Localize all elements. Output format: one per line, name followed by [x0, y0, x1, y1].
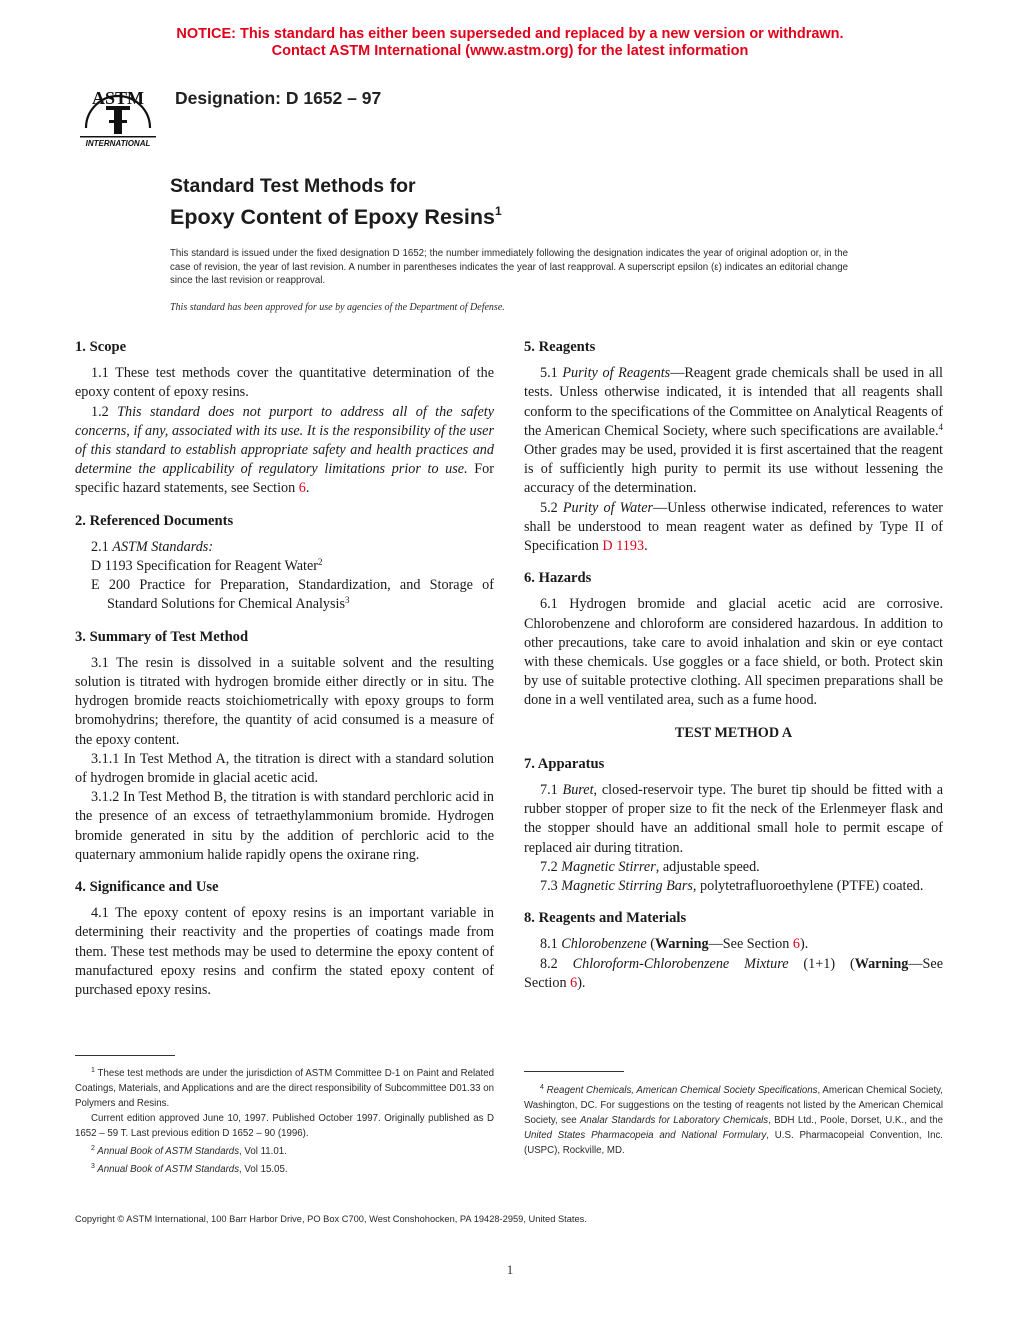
approved-note: This standard has been approved for use by agencies of the Department of Defense. — [170, 302, 505, 313]
page-number: 1 — [506, 1262, 514, 1277]
withdrawal-notice — [0, 26, 1020, 60]
paragraph-3-1-1: 3.1.1 In Test Method A, the titration is direct with a standard solution of hydrogen bromide in glacial acetic acid. — [75, 750, 494, 787]
section-heading-significance: 4. Significance and Use — [75, 879, 219, 896]
d1193-link[interactable]: D 1193 — [602, 538, 645, 555]
title-footnote-mark[interactable]: 1 — [494, 204, 502, 218]
paragraph-2-1: 2.1 ASTM Standards: — [91, 538, 214, 555]
copyright-line: Copyright © ASTM International, 100 Barr Harbor Drive, PO Box C700, West Conshohocken, PA 19428-2959, United States. — [75, 1214, 587, 1224]
title-line-1: Standard Test Methods for — [170, 175, 416, 197]
paragraph-1-2: 1.2 This standard does not purport to address all of the safety concerns, if any, associated with its use. It is the responsibility of the user of this standard to establish appropriate safety and health practices and determine the applicability of regulatory limitations prior to use. For specific hazard statements, see Section 6. — [75, 403, 495, 497]
footnote-2: $^2$ Annual Book of ASTM Standards, Vol 11.01. — [91, 1145, 287, 1158]
paragraph-8-1: 8.1 Chlorobenzene (Warning—See Section 6). — [540, 936, 809, 953]
logo-text: ASTM — [91, 88, 145, 108]
test-method-a-heading: TEST METHOD A — [674, 724, 793, 741]
section-6-link[interactable]: 6 — [792, 936, 800, 953]
paragraph-7-3: 7.3 Magnetic Stirring Bars, polytetrafluoroethylene (PTFE) coated. — [540, 878, 924, 895]
paragraph-3-1-2: 3.1.2 In Test Method B, the titration is with standard perchloric acid in the presence of an excess of tetraethylammonium bromide. Hydrogen bromide generated in situ by the addition of perchloric acid to the quaternary ammonium halide rapidly opens the oxirane ring. — [75, 789, 494, 863]
paragraph-7-2: 7.2 Magnetic Stirrer, adjustable speed. — [540, 858, 760, 875]
section-heading-scope: 1. Scope — [75, 339, 127, 355]
paragraph-3-1: 3.1 The resin is dissolved in a suitable solvent and the resulting solution is titrated with hydrogen bromide either directly or in situ. The hydrogen bromide reacts stoichiometrically with epoxy groups to form bromohydrins; therefore, the quantity of acid consumed is a measure of the epoxy content. — [75, 654, 494, 748]
logo-subtext: INTERNATIONAL — [85, 139, 151, 148]
footnote-3: $^3$ Annual Book of ASTM Standards, Vol 15.05. — [91, 1163, 288, 1176]
footnote-divider-left — [75, 1055, 175, 1056]
ref-d1193: D 1193 Specification for Reagent Water$^2$ — [91, 557, 323, 575]
paragraph-5-2: 5.2 Purity of Water—Unless otherwise indicated, references to water shall be understood to mean reagent water as defined by Type II of Specification D 1193. — [524, 499, 944, 555]
paragraph-1-1: 1.1 These test methods cover the quantitative determination of the epoxy content of epoxy resins. — [75, 365, 494, 401]
section-heading-reagents: 5. Reagents — [524, 339, 596, 355]
designation: Designation: D 1652 – 97 — [175, 88, 382, 108]
title-line-2: Epoxy Content of Epoxy Resins — [170, 205, 495, 229]
footnote-divider-right — [524, 1071, 624, 1072]
notice-line-2: Contact ASTM International (www.astm.org) for the latest information — [271, 43, 749, 59]
section-6-link[interactable]: 6 — [298, 480, 306, 497]
footnote-4: $^4$ Reagent Chemicals, American Chemical Society Specifications, American Chemical Society, Washington, DC. For suggestions on the testing of reagents not listed by the American Chemical Society, see Analar Standards for Laboratory Chemicals, BDH Ltd., Poole, Dorset, U.K., and the United States Pharmacopeia and National Formulary, U.S. Pharmacopeial Convention, Inc. (USPC), Rockville, MD. — [524, 1084, 944, 1157]
notice-line-1: NOTICE: This standard has either been superseded and replaced by a new version or withdrawn. — [176, 26, 844, 42]
ref-e200: E 200 Practice for Preparation, Standardization, and Storage of Standard Solutions for Chemical Analysis$^3$ — [91, 577, 494, 613]
section-heading-apparatus: 7. Apparatus — [524, 755, 605, 772]
section-heading-summary: 3. Summary of Test Method — [75, 628, 249, 645]
paragraph-5-1: 5.1 Purity of Reagents—Reagent grade chemicals shall be used in all tests. Unless otherwise indicated, it is intended that all reagents shall conform to the specifications of the Committee on Analytical Reagents of the American Chemical Society, where such specifications are available.$^4$ Other grades may be used, provided it is first ascertained that the reagent is of sufficiently high purity to permit its use without lessening the accuracy of the determination. — [524, 365, 944, 497]
section-heading-referenced-documents: 2. Referenced Documents — [75, 512, 234, 529]
section-heading-hazards: 6. Hazards — [524, 570, 592, 587]
paragraph-8-2: 8.2 Chloroform-Chlorobenzene Mixture (1+1) (Warning—See Section 6). — [524, 955, 943, 991]
issue-note: This standard is issued under the fixed designation D 1652; the number immediately following the designation indicates the year of original adoption or, in the case of revision, the year of last revision. A number in parentheses indicates the year of last reapproval. A superscript epsilon (ε) indicates an editorial change since the last revision or reapproval. — [170, 248, 848, 286]
paragraph-4-1: 4.1 The epoxy content of epoxy resins is an important variable in determining their reactivity and the properties of coatings made from them. These test methods may be used to determine the epoxy content of manufactured epoxy resins and confirm the stated epoxy content of purchased epoxy resins. — [75, 905, 494, 999]
footnote-1: $^1$ These test methods are under the jurisdiction of ASTM Committee D-1 on Paint and Related Coatings, Materials, and Applications and are the direct responsibility of Subcommittee D01.33 on Polymers and Resins. — [75, 1067, 494, 1110]
left-column — [75, 338, 494, 1000]
astm-logo-icon — [76, 80, 160, 150]
paragraph-6-1: 6.1 Hydrogen bromide and glacial acetic acid are corrosive. Chlorobenzene and chloroform are considered hazardous. In addition to other precautions, take care to avoid inhalation and skin or eye contact with these chemicals. Use goggles or a face shield, or both. Protect skin by use of suitable protective clothing. All specimen preparations shall be done in a well ventilated area, such as a fume hood. — [524, 596, 943, 709]
footnotes-left — [75, 1063, 494, 1178]
footnotes-right — [524, 1080, 943, 1158]
right-column — [524, 338, 943, 993]
section-6-link[interactable]: 6 — [570, 974, 578, 991]
paragraph-7-1: 7.1 Buret, closed-reservoir type. The buret tip should be fitted with a rubber stopper of proper size to fit the neck of the Erlenmeyer flask and the stopper should have an additional small hole to permit escape of replaced air during titration. — [524, 782, 943, 856]
document-title — [170, 174, 502, 230]
section-heading-reagents-materials: 8. Reagents and Materials — [524, 910, 687, 927]
footnote-1-edition: Current edition approved June 10, 1997. Published October 1997. Originally published as D 1652 – 59 T. Last previous edition D 1652 – 90 (1996). — [75, 1113, 494, 1140]
